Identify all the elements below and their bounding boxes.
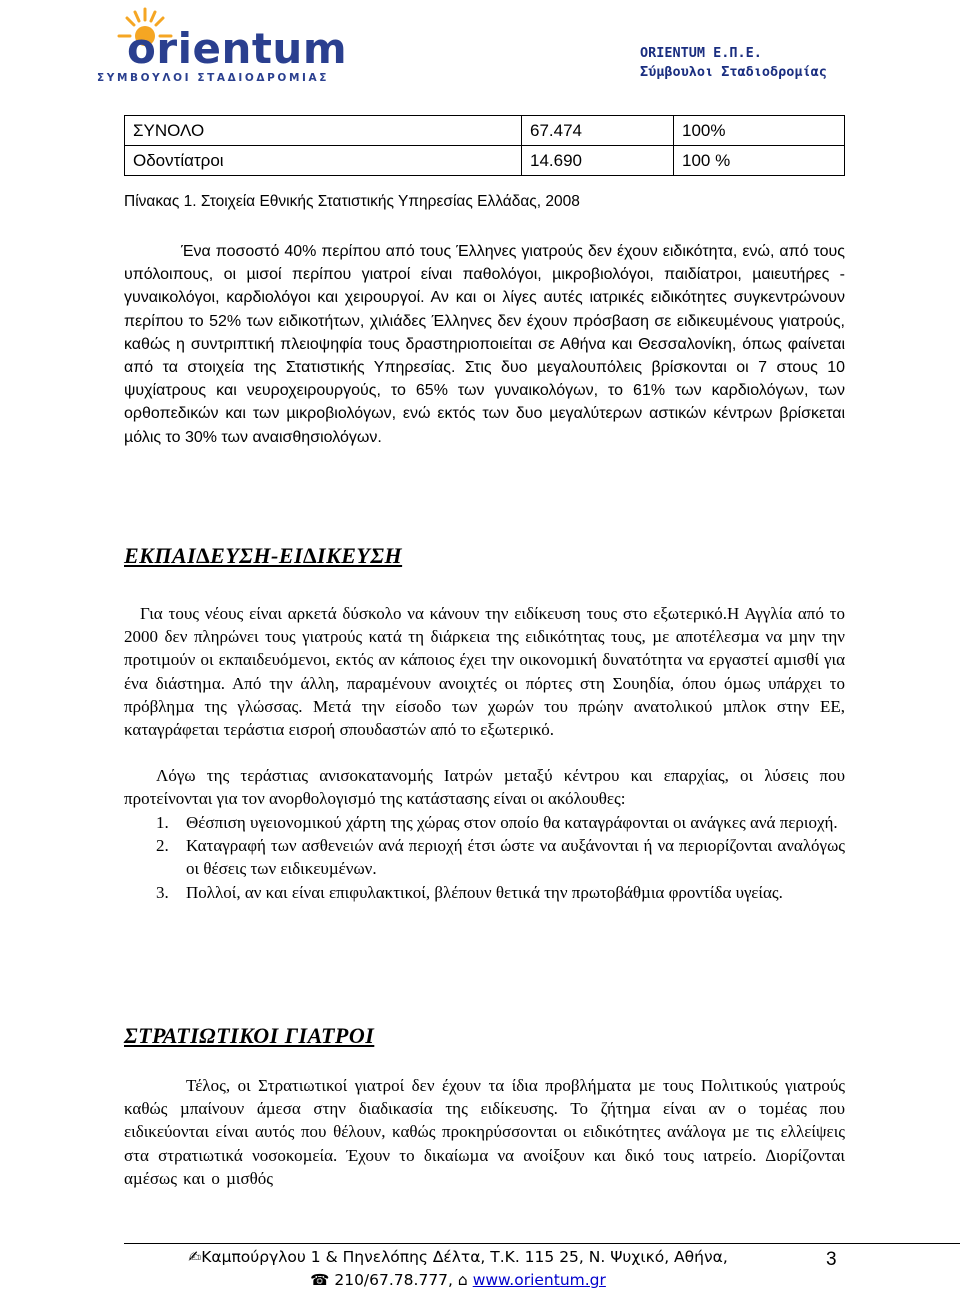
logo-tagline: ΣΥΜΒΟΥΛΟΙ ΣΤΑΔΙΟΔΡΟΜΙΑΣ (97, 72, 329, 84)
website-link[interactable]: www.orientum.gr (472, 1271, 606, 1289)
list-item (124, 834, 845, 880)
solutions-list (124, 811, 845, 904)
paragraph-doctors: Ένα ποσοστό 40% περίπου από τους Έλληνες γιατρούς δεν έχουν ειδικότητα, ενώ, από τους υπόλοιπους, οι µισοί περίπου γιατροί είναι παθολόγοι, µικροβιολόγοι, παιδίατροι, µαιευτήρες - γυναικολόγοι, καρδιολόγοι και χειρουργοί. Αν και οι λίγες αυτές ιατρικές ειδικότητες συγκεντρώνουν περίπου το 52% των ειδικοτήτων, χιλιάδες Έλληνες δεν έχουν πρόσβαση σε ειδικευµένους γιατρούς, καθώς η συντριπτική πλειοψηφία τους δραστηριοποιείται σε Αθήνα και Θεσσαλονίκη, όπως φαίνεται από τα στοιχεία της Στατιστικής Υπηρεσίας. Στις δυο µεγαλουπόλεις βρίσκονται οι 7 στους 10 ψυχίατρους και νευροχειρουργούς, το 65% των γυναικολόγων, το 61% των καρδιολόγων, των ορθοπεδικών και των µικροβιολόγων, ενώ εκτός των δυο µεγαλύτερων αστικών κέντρων βρίσκεται µόλις το 30% των αναισθησιολόγων. (124, 243, 845, 446)
stats-table (124, 115, 845, 176)
address-text: Καµπούργλου 1 & Πηνελόπης ∆έλτα, Τ.Κ. 115 25, Ν. Ψυχικό, Αθήνα, (201, 1248, 728, 1266)
phone-text: 210/67.78.777, (334, 1271, 453, 1289)
list-item (124, 811, 845, 834)
list-number: 2. (156, 836, 169, 856)
list-text: Καταγραφή των ασθενειών ανά περιοχή έτσι ώστε να αυξάνονται ή να περιορίζονται αναλόγως οι θέσεις των ειδικευµένων. (186, 836, 845, 879)
company-block (640, 44, 860, 82)
writing-hand-icon: ✍ (188, 1248, 202, 1266)
orientum-logo (95, 6, 365, 86)
list-text: Πολλοί, αν και είναι επιφυλακτικοί, βλέπουν θετικά την πρωτοβάθµια φροντίδα υγείας. (186, 882, 783, 902)
table-caption: Πίνακας 1. Στοιχεία Εθνικής Στατιστικής Υπηρεσίας Ελλάδας, 2008 (124, 193, 580, 210)
table-cell: 100 % (674, 146, 845, 176)
company-subtitle: Σύµβουλοι Σταδιοδροµίας (640, 64, 827, 80)
footer-address (148, 1246, 768, 1292)
list-text: Θέσπιση υγειονοµικού χάρτη της χώρας στον οποίο θα καταγράφονται οι ανάγκες ανά περιοχή. (186, 813, 838, 832)
table-cell: ΣΥΝΟΛΟ (125, 116, 522, 146)
table-row (125, 146, 845, 176)
footer-divider (124, 1243, 960, 1244)
list-item (124, 881, 845, 904)
table-cell: 14.690 (522, 146, 674, 176)
home-icon: ⌂ (457, 1271, 468, 1289)
table-row (125, 116, 845, 146)
company-name: ORIENTUM Ε.Π.Ε. (640, 45, 762, 61)
footer-address-line (148, 1246, 768, 1269)
list-number: 3. (156, 882, 169, 902)
heading-education: ΕΚΠΑΙ∆ΕΥΣΗ-ΕΙ∆ΙΚΕΥΣΗ (124, 543, 403, 568)
table-cell: 67.474 (522, 116, 674, 146)
footer-contact-line (148, 1269, 768, 1292)
table-cell: Οδοντίατροι (125, 146, 522, 176)
paragraph-military: Τέλος, οι Στρατιωτικοί γιατροί δεν έχουν τα ίδια προβλήµατα µε τους Πολιτικούς γιατρούς καθώς µπαίνουν άµεσα στην διαδικασία της ειδίκευσης. Το ζήτηµα είναι αν ο τοµέας που ειδικεύονται είναι αυτός που θέλουν, καθώς προκηρύσσονται οι ειδικότητες ανάλογα µε τις ελλείψεις στα στρατιωτικά νοσοκοµεία. Έχουν το δικαίωµα να ανοίξουν και δικό τους ιατρείο. ∆ιορίζονται αµέσως και ο µισθός (124, 1076, 845, 1188)
paragraph-solutions-intro: Λόγω της τεράστιας ανισοκατανοµής Ιατρών µεταξύ κέντρου και επαρχίας, οι λύσεις που προτείνονται για τον ανορθολογισµό της κατάστασης είναι οι ακόλουθες: (124, 766, 845, 809)
page-number: 3 (826, 1249, 837, 1270)
list-number: 1. (156, 813, 169, 832)
logo-word: orientum (127, 24, 348, 73)
paragraph-education: Για τους νέους είναι αρκετά δύσκολο να κάνουν την ειδίκευση τους στο εξωτερικό.Η Αγγλία από το 2000 δεν πληρώνει τους γιατρούς κατά τη διάρκεια της ειδικότητας τους, µε αποτέλεσµα να µην την προτιµούν οι εκπαιδευόµενοι, εκτός αν κάποιος έχει την οικονοµική δυνατότητα να εργαστεί αµισθί για ένα διάστηµα. Από την άλλη, παραµένουν ανοιχτές οι πόρτες στη Σουηδία, όπου όµως υπάρχει το πρόβληµα της γλώσσας. Μετά την είσοδο των χωρών του πρώην ανατολικού µπλοκ στην ΕΕ, καταγράφεται τεράστια εισροή σπουδαστών από το εξωτερικό. (124, 604, 845, 740)
table-cell: 100% (674, 116, 845, 146)
heading-military: ΣΤΡΑΤΙΩΤΙΚΟΙ ΓΙΑΤΡΟΙ (124, 1023, 375, 1048)
phone-icon: ☎ (310, 1271, 330, 1289)
